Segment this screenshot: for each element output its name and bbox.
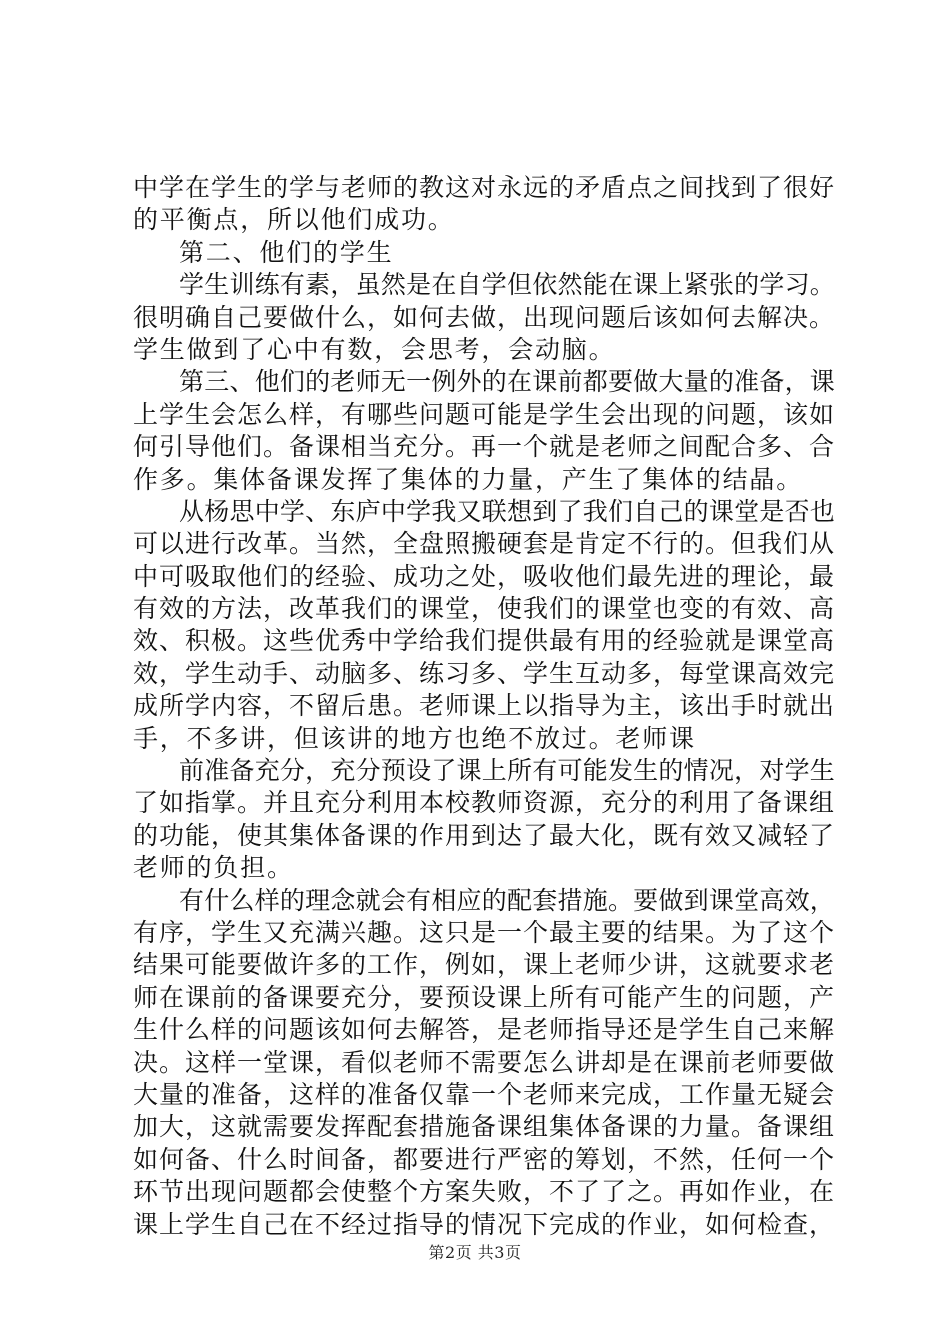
text-line: 有序，学生又充满兴趣。这只是一个最主要的结果。为了这个 [133, 917, 836, 947]
text-line: 可以进行改革。当然，全盘照搬硬套是肯定不行的。但我们从 [133, 529, 836, 559]
text-line: 的平衡点，所以他们成功。 [133, 205, 455, 235]
text-line: 决。这样一堂课，看似老师不需要怎么讲却是在课前老师要做 [133, 1047, 836, 1077]
text-line: 老师的负担。 [133, 853, 294, 883]
text-line: 何引导他们。备课相当充分。再一个就是老师之间配合多、合 [133, 432, 836, 462]
text-line: 作多。集体备课发挥了集体的力量，产生了集体的结晶。 [133, 464, 804, 494]
text-line: 如何备、什么时间备，都要进行严密的筹划，不然，任何一个 [133, 1144, 836, 1174]
text-line: 有效的方法，改革我们的课堂，使我们的课堂也变的有效、高 [133, 594, 836, 624]
text-line: 学生训练有素，虽然是在自学但依然能在课上紧张的学习。 [179, 270, 835, 300]
text-line: 第二、他们的学生 [179, 237, 394, 267]
text-line: 的功能，使其集体备课的作用到达了最大化，既有效又减轻了 [133, 820, 836, 850]
text-line: 效、积极。这些优秀中学给我们提供最有用的经验就是课堂高 [133, 626, 836, 656]
text-line: 第三、他们的老师无一例外的在课前都要做大量的准备，课 [179, 367, 835, 397]
text-line: 师在课前的备课要充分，要预设课上所有可能产生的问题，产 [133, 982, 836, 1012]
text-line: 课上学生自己在不经过指导的情况下完成的作业，如何检查， [133, 1209, 836, 1239]
text-line: 上学生会怎么样，有哪些问题可能是学生会出现的问题，该如 [133, 399, 836, 429]
text-line: 生什么样的问题该如何去解答，是老师指导还是学生自己来解 [133, 1015, 836, 1045]
text-line: 效，学生动手、动脑多、练习多、学生互动多，每堂课高效完 [133, 658, 836, 688]
document-body [133, 172, 835, 1241]
page-footer: 第2页 共3页 [428, 1243, 522, 1262]
text-line: 中学在学生的学与老师的教这对永远的矛盾点之间找到了很好 [133, 173, 836, 202]
text-line: 手，不多讲，但该讲的地方也绝不放过。老师课 [133, 723, 696, 753]
text-line: 加大，这就需要发挥配套措施备课组集体备课的力量。备课组 [133, 1112, 836, 1142]
text-line: 有什么样的理念就会有相应的配套措施。要做到课堂高效， [179, 885, 835, 915]
text-line: 大量的准备，这样的准备仅靠一个老师来完成，工作量无疑会 [133, 1079, 836, 1109]
text-line: 环节出现问题都会使整个方案失败，不了了之。再如作业，在 [133, 1177, 836, 1207]
text-line: 了如指掌。并且充分利用本校教师资源，充分的利用了备课组 [133, 788, 836, 818]
text-line: 学生做到了心中有数，会思考，会动脑。 [133, 334, 616, 364]
text-line: 从杨思中学、东庐中学我又联想到了我们自己的课堂是否也 [179, 496, 835, 526]
text-line: 很明确自己要做什么，如何去做，出现问题后该如何去解决。 [133, 302, 836, 332]
text-line: 中可吸取他们的经验、成功之处，吸收他们最先进的理论，最 [133, 561, 836, 591]
text-line: 前准备充分，充分预设了课上所有可能发生的情况，对学生 [179, 756, 835, 786]
text-line: 成所学内容，不留后患。老师课上以指导为主，该出手时就出 [133, 691, 836, 721]
text-line: 结果可能要做许多的工作，例如，课上老师少讲，这就要求老 [133, 950, 836, 980]
